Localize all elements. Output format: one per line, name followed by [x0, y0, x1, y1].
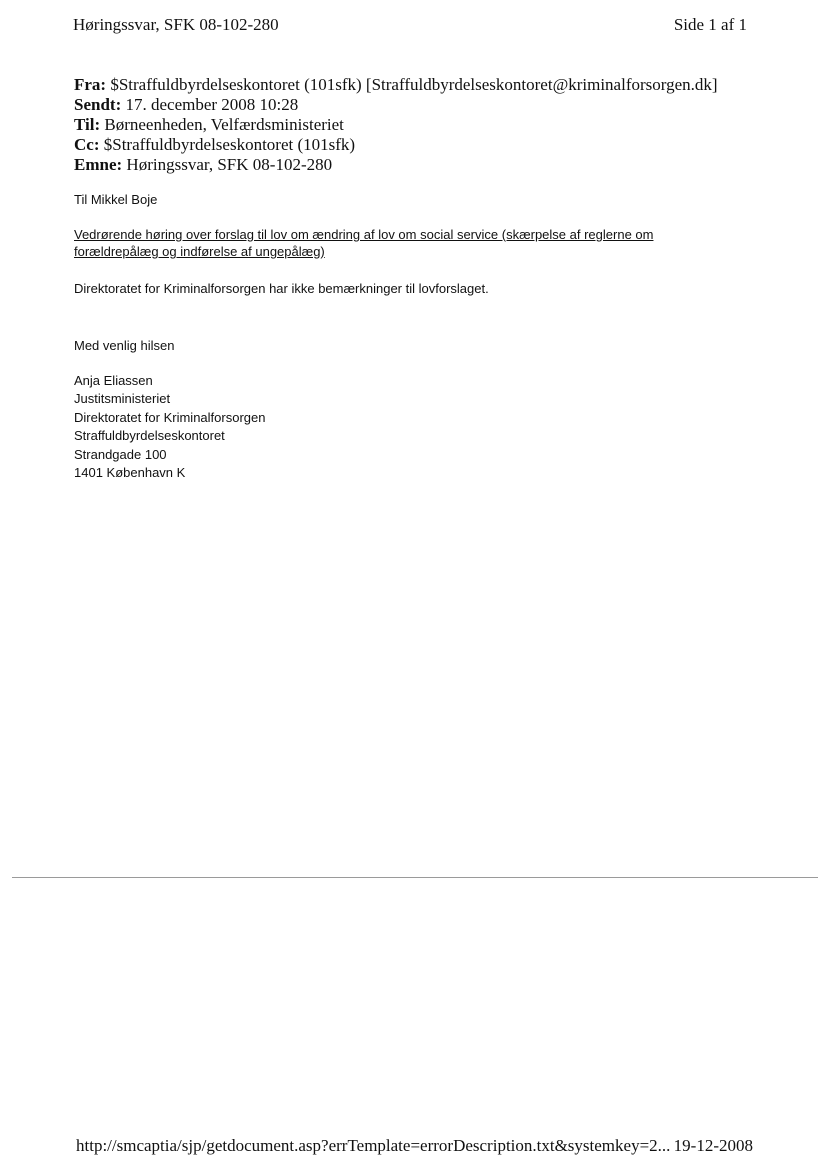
from-label: Fra:: [74, 75, 107, 94]
subject-link[interactable]: Vedrørende høring over forslag til lov om ændring af lov om social service (skærpelse af reglerne om forældrepålæg og indførelse af ungepålæg): [74, 227, 654, 259]
sent-value: 17. december 2008 10:28: [125, 95, 299, 114]
statement: Direktoratet for Kriminalforsorgen har ikke bemærkninger til lovforslaget.: [74, 281, 489, 296]
sent-label: Sendt:: [74, 95, 122, 114]
footer-date: 19-12-2008: [673, 1136, 753, 1155]
sent-row: [74, 95, 718, 115]
subject-row: [74, 155, 718, 175]
signature-street: Strandgade 100: [74, 446, 167, 462]
signature-city: 1401 København K: [74, 465, 186, 481]
signature: [74, 372, 265, 482]
to-label: Til:: [74, 115, 101, 134]
greeting: Til Mikkel Boje: [74, 192, 158, 207]
footer-url: http://smcaptia/sjp/getdocument.asp?errTemplate=errorDescription.txt&systemkey=2...: [76, 1136, 671, 1155]
email-headers: [74, 75, 718, 175]
closing: Med venlig hilsen: [74, 338, 175, 353]
page-header-title: Høringssvar, SFK 08-102-280: [73, 15, 279, 34]
page-number: Side 1 af 1: [673, 15, 747, 34]
from-row: [74, 75, 718, 95]
cc-row: [74, 135, 718, 155]
signature-office: Straffuldbyrdelseskontoret: [74, 428, 225, 444]
from-value: $Straffuldbyrdelseskontoret (101sfk) [Straffuldbyrdelseskontoret@kriminalforsorgen.dk]: [110, 75, 718, 94]
subject-value: Høringssvar, SFK 08-102-280: [126, 155, 333, 174]
cc-label: Cc:: [74, 135, 100, 154]
signature-directorate: Direktoratet for Kriminalforsorgen: [74, 409, 266, 425]
to-value: Børneenheden, Velfærdsministeriet: [104, 115, 344, 134]
signature-ministry: Justitsministeriet: [74, 391, 171, 407]
to-row: [74, 115, 718, 135]
signature-name: Anja Eliassen: [74, 373, 153, 388]
cc-value: $Straffuldbyrdelseskontoret (101sfk): [103, 135, 356, 154]
subject-label: Emne:: [74, 155, 123, 174]
divider: [12, 877, 818, 878]
